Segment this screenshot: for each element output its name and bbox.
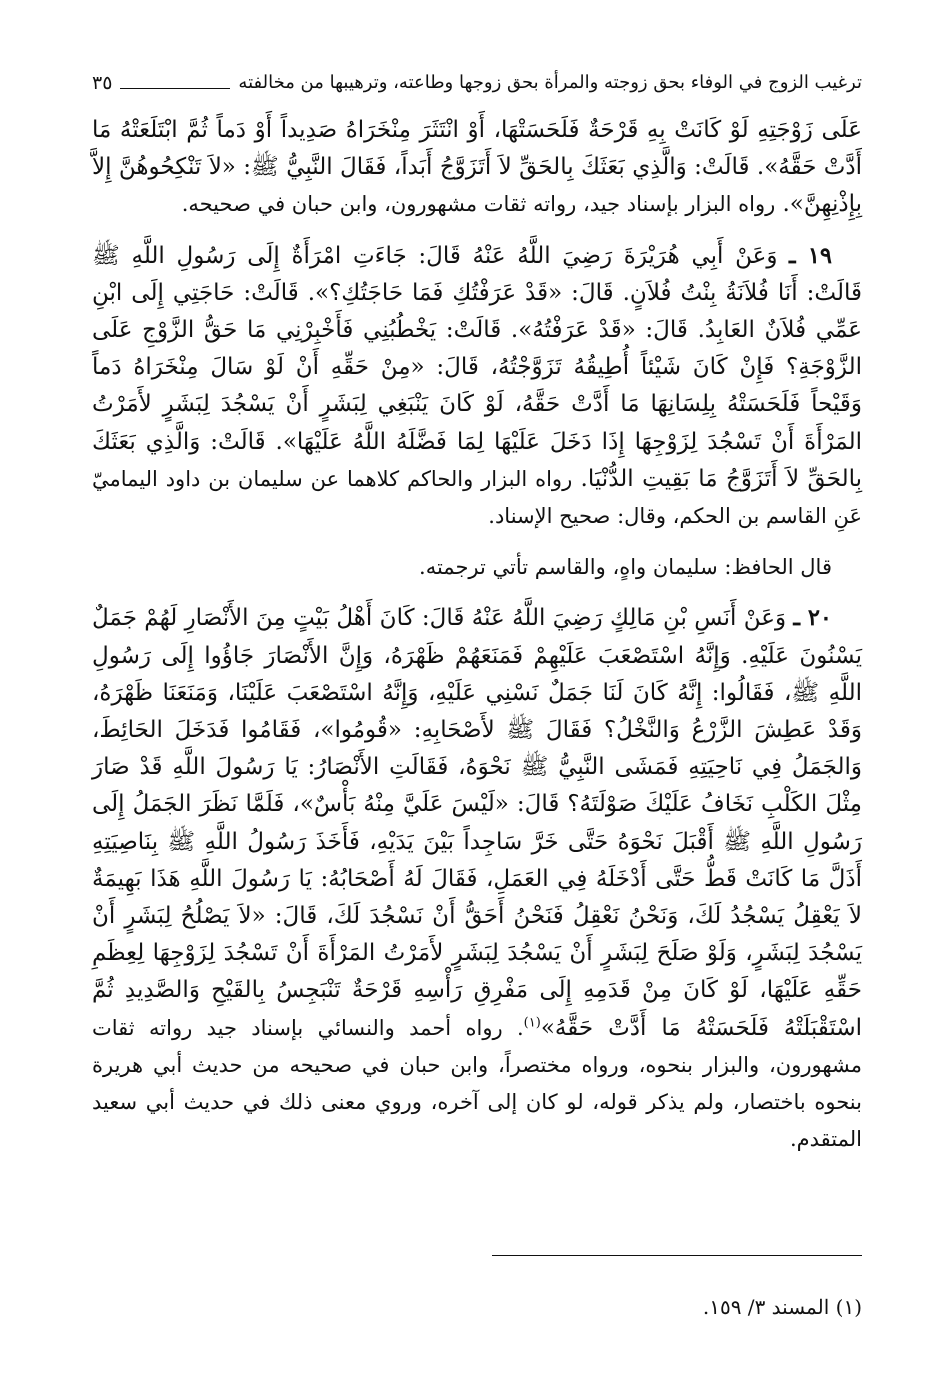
hadith-text: وَعَنْ أَبِي هُرَيْرَةَ رَضِيَ اللَّهُ عَنْهُ قَالَ: جَاءَتِ امْرَأَةٌ إِلَى رَسُولِ اللَّهِ ﷺ قَالَتْ: أَنَا فُلاَنَةُ بِنْتُ فُلاَنٍ. قَالَ: «قَدْ عَرَفْتُكِ فَمَا حَاجَتُكِ؟». قَالَتْ: حَاجَتِي إِلَى ابْنِ عَمِّي فُلاَنٌ العَابِدُ. قَالَ: «قَدْ عَرَفْتُهُ». قَالَتْ: يَخْطُبُنِي فَأَخْبِرْنِي مَا حَقُّ الزَّوْجِ عَلَى الزَّوْجَةِ؟ فَإِنْ كَانَ شَيْئاً أُطِيقُهُ تَزَوَّجْتُهُ، قَالَ: «مِنْ حَقِّهِ أَنْ لَوْ سَالَ مِنْخَرَاهُ دَماً وَقَيْحاً فَلَحَسَتْهُ بِلِسَانِهَا مَا أَدَّتْ حَقَّهُ، لَوْ كَانَ يَنْبَغِي لِبَشَرٍ أَنْ يَسْجُدَ لِبَشَرٍ لأَمَرْتُ المَرْأَةَ أَنْ تَسْجُدَ لِزَوْجِهَا إِذَا دَخَلَ عَلَيْهَا لِمَا فَضَّلَهُ اللَّهُ عَلَيْهَا». قَالَتْ: وَالَّذِي بَعَثَكَ بِالحَقِّ لاَ أَتَزَوَّجُ مَا بَقِيتِ الدُّنْيَا.: [92, 242, 862, 492]
footnote-divider: [492, 1255, 862, 1256]
hadith-source: رواه البزار بإسناد جيد، رواته ثقات مشهورون، وابن حبان في صحيحه.: [181, 192, 776, 217]
footnote: [92, 1293, 862, 1321]
hadith-19: [92, 238, 862, 536]
footnote-text: المسند ٣/ ١٥٩.: [702, 1295, 830, 1319]
hafiz-note: قال الحافظ: سليمان واهٍ، والقاسم تأتي ترجمته.: [419, 555, 832, 580]
footnote-marker: (١): [835, 1295, 862, 1319]
paragraph-gap: [92, 586, 862, 600]
running-title: ترغيب الزوج في الوفاء بحق زوجته والمرأة بحق زوجها وطاعته، وترهيبها من مخالفته: [238, 72, 862, 93]
page-body: [92, 112, 862, 1158]
hadith-text-line: عَلَى زَوْجَتِهِ لَوْ كَانَتْ بِهِ قَرْحَةٌ فَلَحَسَتْهَا، أَوْ انْتَثَرَ مِنْخَرَاهُ صَدِيداً أَوْ دَماً ثُمَّ ابْتَلَعَتْهُ مَا أَدَّتْ: [92, 117, 862, 181]
hadith-source: رواه البزار والحاكم كلاهما عن سليمان بن داود اليماميّ عَنِ القاسم بن الحكم، وقال: صحيح الإسناد.: [92, 466, 862, 529]
hadith-text-line: بِإِذْنِهِنَّ».: [782, 191, 862, 218]
page-number: ٣٥: [92, 72, 113, 94]
running-header: [92, 66, 862, 96]
header-rule: [120, 88, 230, 89]
paragraph-gap: [92, 224, 862, 238]
continued-hadith: [92, 112, 862, 224]
hadith-text: وَعَنْ أَنَسِ بْنِ مَالِكٍ رَضِيَ اللَّهُ عَنْهُ قَالَ: كَانَ أَهْلُ بَيْتٍ مِنَ الأَنْصَارِ لَهُمْ جَمَلٌ يَسْنُونَ عَلَيْهِ. وَإِنَّهُ اسْتَصْعَبَ عَلَيْهِمْ فَمَنَعَهُمْ ظَهْرَهُ، وَإِنَّ الأَنْصَارَ جَاؤُوا إِلَى رَسُولِ اللَّهِ ﷺ، فَقَالُوا: إِنَّهُ كَانَ لَنَا جَمَلٌ نَسْنِي عَلَيْهِ، وَإِنَّهُ اسْتَصْعَبَ عَلَيْنَا، وَمَنَعَنَا ظَهْرَهُ، وَقَدْ عَطِشَ الزَّرْعُ وَالنَّخْلُ؟ فَقَالَ ﷺ لأَصْحَابِهِ: «قُومُوا»، فَقَامُوا فَدَخَلَ الحَائِطَ، وَالجَمَلُ فِي نَاحِيَتِهِ فَمَشَى النَّبِيُّ ﷺ نَحْوَهُ، فَقَالَتِ الأَنْصَارُ: يَا رَسُولَ اللَّهِ قَدْ صَارَ مِثْلَ الكَلْبِ نَخَافُ عَلَيْكَ صَوْلَتَهُ؟ قَالَ: «لَيْسَ عَلَيَّ مِنْهُ بَأْسٌ»، فَلَمَّا نَظَرَ الجَمَلُ إِلَى رَسُولِ اللَّهِ ﷺ أَقْبَلَ نَحْوَهُ حَتَّى خَرَّ سَاجِداً بَيْنَ يَدَيْهِ، فَأَخَذَ رَسُولُ اللَّهِ ﷺ بِنَاصِيَتِهِ أَذَلَّ مَا كَانَتْ قَطُّ حَتَّى أَدْخَلَهُ فِي العَمَلِ، فَقَالَ لَهُ أَصْحَابُهُ: يَا رَسُولَ اللَّهِ هَذَا بَهِيمَةٌ لاَ يَعْقِلُ يَسْجُدُ لَكَ، وَنَحْنُ نَعْقِلُ فَنَحْنُ أَحَقُّ أَنْ نَسْجُدَ لَكَ، قَالَ: «لاَ يَصْلُحُ لِبَشَرٍ أَنْ يَسْجُدَ لِبَشَرٍ، وَلَوْ صَلَحَ لِبَشَرٍ أَنْ يَسْجُدَ لِبَشَرٍ لأَمَرْتُ المَرْأَةَ أَنْ تَسْجُدَ لِزَوْجِهَا لِعِظَمِ حَقِّهِ عَلَيْهَا، لَوْ كَانَ مِنْ قَدَمِهِ إِلَى مَفْرِقِ رَأْسِهِ قَرْحَةٌ تَنْبَجِسُ بِالقَيْحِ وَالصَّدِيدِ ثُمَّ اسْتَقْبَلَتْهُ فَلَحَسَتْهُ مَا أَدَّتْ حَقَّهُ»: [92, 605, 862, 1041]
paragraph-gap: [92, 535, 862, 549]
hadith-text-line: حَقَّهُ». قَالَتْ: وَالَّذِي بَعَثَكَ بِالحَقِّ لاَ أَتَزَوَّجُ أَبَداً، فَقَالَ النَّبِيُّ ﷺ: «لاَ تَنْكِحُوهُنَّ إِلاَّ: [92, 154, 817, 181]
hadith-source: . رواه أحمد والنسائي بإسناد جيد رواته ثقات مشهورون، والبزار بنحوه، ورواه مختصراً، وابن حبان في صحيحه من حديث أبي هريرة بنحوه باختصار، ولم يذكر قوله، لو كان إلى آخره، وروي معنى ذلك في حديث أبي سعيد المتقدم.: [92, 1015, 862, 1152]
hadith-number: ١٩ ـ: [789, 242, 832, 269]
footnote-reference[interactable]: (١): [523, 1015, 541, 1031]
hadith-number: ٢٠ ـ: [793, 605, 833, 632]
hadith-20: [92, 600, 862, 1158]
